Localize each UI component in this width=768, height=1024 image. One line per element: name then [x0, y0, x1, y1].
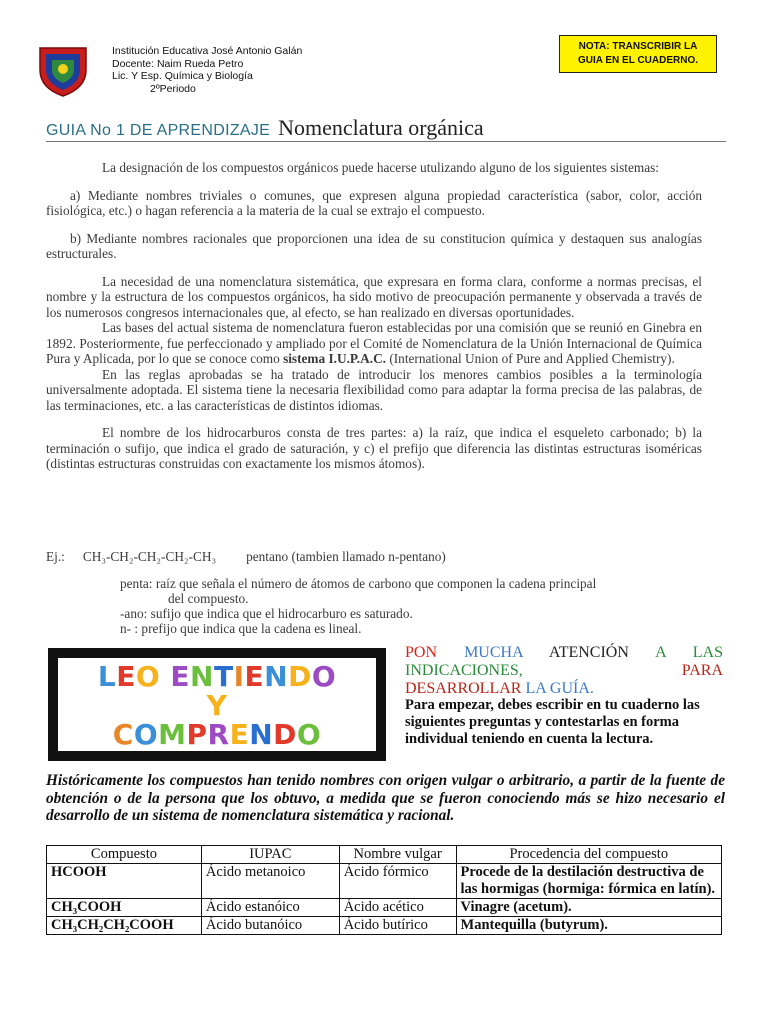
example-label: Ej.:: [46, 549, 65, 564]
header-common-name: Nombre vulgar: [339, 846, 456, 864]
institution-header: [112, 45, 302, 95]
banner-line-3-letter: M: [158, 718, 187, 751]
cell-compound: CH₃CH₂CH₂COOH: [47, 917, 202, 935]
table-row: [47, 899, 722, 917]
banner-line-3-letter: R: [207, 718, 230, 751]
iupac-origin-text: Las bases del actual sistema de nomenclatura fueron establecidas por una comisión que se reunió en Ginebra en 1892. Posteriormente, fue perfeccionado y ampliado por el Comité de Nomenclatura de la Unión Internacional de Química Pura y Aplicada, por lo que se conoce como: [46, 320, 702, 366]
cell-iupac: Ácido metanoico: [201, 864, 339, 899]
paragraph-trivial-names: a) Mediante nombres triviales o comunes, que expresen alguna propiedad característica (sabor, color, acción fisiológica, etc.) o hagan referencia a la materia de la cual se extrajo el compuesto.: [46, 187, 702, 218]
example-explanation: [120, 576, 740, 636]
banner-line-1-letter: O: [135, 660, 161, 693]
paragraph-rules: En las reglas aprobadas se ha tratado de introducir los menores cambios posibles a la terminología universalmente adoptada. El sistema tiene la necesaria flexibilidad como para adaptar la forma precisa de las palabras, de las terminaciones, etc. a las características de distintos idiomas.: [46, 366, 702, 413]
transcribe-note-box: [559, 35, 717, 73]
attention-word: ATENCIÓN: [548, 644, 629, 661]
attention-heading-line-2: [405, 662, 723, 679]
institution-name: Institución Educativa José Antonio Galán: [112, 45, 303, 57]
guide-topic-title: Nomenclatura orgánica: [278, 115, 484, 140]
cell-compound: HCOOH: [47, 864, 202, 899]
explanation-penta: penta: raíz que señala el número de átomos de carbono que componen la cadena principal: [120, 576, 597, 591]
table-row: [47, 864, 722, 899]
attention-word: PON: [405, 644, 438, 661]
attention-heading-line-1: [405, 644, 723, 661]
cell-compound: CH₃COOH: [47, 899, 202, 917]
banner-line-1-letter: E: [116, 660, 136, 693]
cell-origin: Vinagre (acetum).: [456, 899, 721, 917]
banner-line-1-letter: L: [97, 660, 117, 693]
paragraph-intro: La designación de los compuestos orgánicos puede hacerse utulizando alguno de los siguientes sistemas:: [102, 160, 659, 175]
cell-origin: Mantequilla (butyrum).: [456, 917, 721, 935]
iupac-full-name: (International Union of Pure and Applied Chemistry).: [389, 351, 675, 366]
compounds-table: [46, 845, 722, 935]
note-line-2: GUIA EN EL CUADERNO.: [577, 55, 698, 66]
school-crest-logo: [34, 40, 92, 98]
attention-instructions: Para empezar, debes escribir en tu cuaderno las siguientes preguntas y contestarlas en forma individual teniendo en cuenta la lectura.: [405, 697, 700, 747]
attention-word: MUCHA: [464, 644, 523, 661]
banner-line-1-letter: T: [213, 660, 234, 693]
attention-word: A: [655, 644, 666, 661]
table-row: [47, 917, 722, 935]
banner-line-1-letter: N: [264, 660, 289, 693]
attention-word: PARA: [681, 662, 723, 679]
banner-line-3-letter: N: [249, 718, 274, 751]
banner-line-1-letter: D: [288, 660, 312, 693]
attention-heading-line-3: [405, 680, 594, 698]
explanation-ano: -ano: sufijo que indica que el hidrocarburo es saturado.: [120, 606, 413, 621]
banner-line-3-letter: O: [133, 718, 159, 751]
banner-line-1-letter: I: [233, 660, 245, 693]
attention-word: LAS: [692, 644, 724, 661]
header-iupac: IUPAC: [201, 846, 339, 864]
explanation-n: n- : prefijo que indica que la cadena es lineal.: [120, 621, 362, 636]
banner-line-1-letter: E: [244, 660, 265, 693]
banner-line-3-letter: O: [296, 718, 322, 751]
banner-line-1-letter: O: [311, 660, 337, 693]
table-header-row: [47, 846, 722, 864]
period-label: 2ºPeriodo: [150, 82, 196, 95]
attention-the-guide: LA GUÍA.: [525, 680, 594, 697]
header-origin: Procedencia del compuesto: [456, 846, 721, 864]
iupac-system-name: sistema I.U.P.A.C.: [283, 351, 386, 366]
example-name: pentano (tambien llamado n-pentano): [246, 549, 446, 564]
reading-text: [46, 160, 702, 484]
banner-line-3: [58, 718, 376, 751]
historical-note: Históricamente los compuestos han tenido nombres con origen vulgar o arbitrario, a partir de la fuente de obtención o de la persona que los obtuvo, a medida que se fueron conociendo más se hizo necesario el desarrollo de un sistema de nomenclatura sistemática y racional.: [46, 772, 725, 824]
banner-line-3-letter: C: [112, 718, 134, 751]
attention-word: INDICACIONES,: [405, 662, 523, 679]
paragraph-rational-names: b) Mediante nombres racionales que proporcionen una idea de su constitucion química y destaquen sus analogías estructurales.: [46, 230, 702, 261]
teacher-name: Docente: Naim Rueda Petro: [112, 57, 244, 70]
cell-common-name: Ácido butírico: [339, 917, 456, 935]
banner-line-2-letter: Y: [206, 689, 228, 722]
banner-line-1-letter: N: [190, 660, 214, 693]
cell-iupac: Ácido butanóico: [201, 917, 339, 935]
page-title: [46, 115, 726, 142]
note-line-1: NOTA: TRANSCRIBIR LA: [578, 41, 698, 52]
attention-develop: DESARROLLAR: [405, 680, 522, 697]
paragraph-systematic-need: La necesidad de una nomenclatura sistemática, que expresara en forma clara, conforme a normas precisas, el nombre y la estructura de los compuestos orgánicos, ha sido motivo de preocupación permanente y observada a través de los numerosos congresos internacionales que, al efecto, se han realizado en diversas oportunidades.: [46, 273, 702, 320]
example-formula: CH₃-CH₂-CH₂-CH₂-CH₃: [82, 549, 217, 564]
example-line: [46, 549, 446, 565]
cell-iupac: Ácido estanóico: [201, 899, 339, 917]
banner-line-3-letter: E: [229, 718, 250, 751]
banner-line-3-letter: P: [186, 718, 208, 751]
explanation-penta-cont: del compuesto.: [168, 591, 249, 606]
leo-entiendo-banner: [48, 648, 386, 761]
cell-common-name: Ácido fórmico: [339, 864, 456, 899]
banner-line-3-letter: D: [273, 718, 297, 751]
paragraph-iupac-origin: [46, 320, 702, 367]
guide-number-title: GUIA No 1 DE APRENDIZAJE: [46, 122, 271, 139]
paragraph-hydrocarbon-parts: El nombre de los hidrocarburos consta de tres partes: a) la raíz, que indica el esqueleto carbonado; b) la terminación o sufijo, que indica el grado de saturación, y c) el prefijo que diferencia las distintas estructuras isoméricas (distintas estructuras construidas con exactamente los mismos átomos).: [46, 425, 702, 471]
header-compound: Compuesto: [47, 846, 202, 864]
cell-origin: Procede de la destilación destructiva de las hormigas (hormiga: fórmica en latín).: [456, 864, 721, 899]
banner-line-1-letter: E: [170, 660, 191, 693]
cell-common-name: Ácido acético: [339, 899, 456, 917]
teacher-degree: Lic. Y Esp. Química y Biología: [112, 70, 253, 82]
